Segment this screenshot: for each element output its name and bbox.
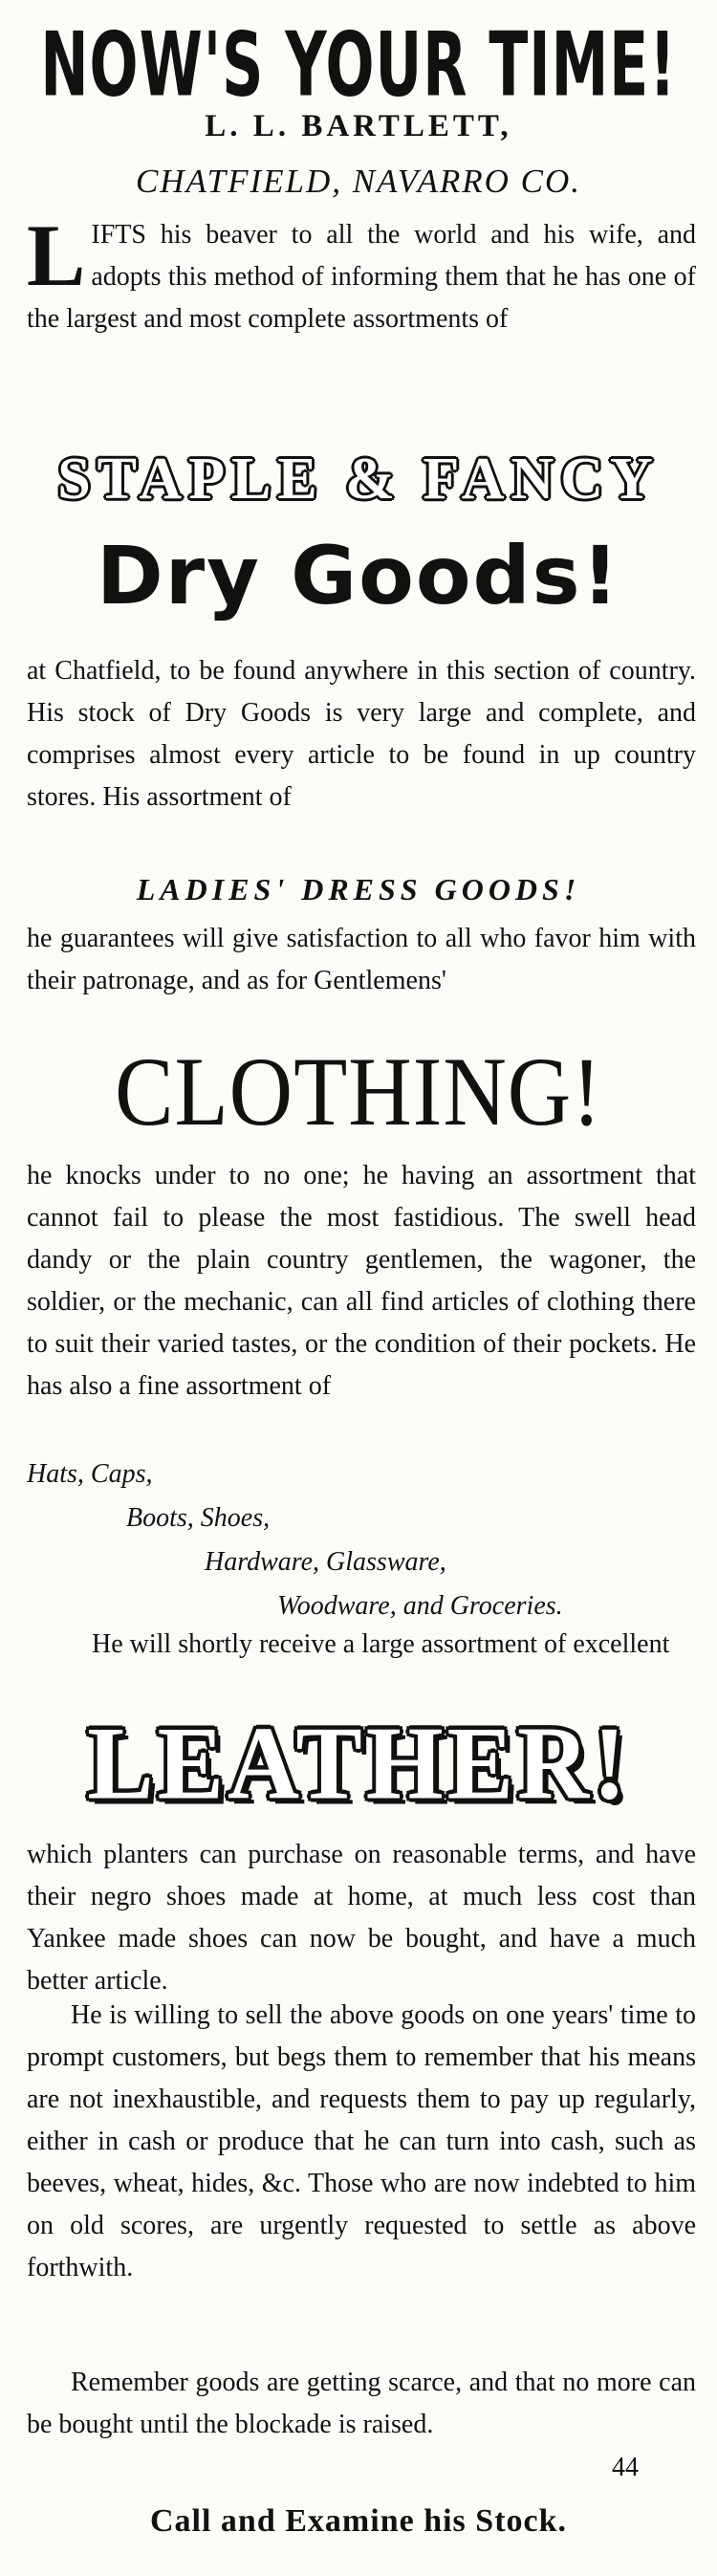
display-leather: LEATHER!	[87, 1705, 630, 1822]
display-dry-goods: Dry Goods!	[97, 529, 620, 622]
merchant-name: L. L. BARTLETT,	[205, 109, 512, 143]
blockade-paragraph: Remember goods are getting scarce, and that no more can be bought until the blockade is raised.	[27, 2368, 696, 2439]
planters-paragraph: which planters can purchase on reasonable terms, and have their negro shoes made at home, at much less cost than Yankee made shoes can now be bought, and have a much better article.	[27, 1840, 696, 1996]
intro-text: IFTS his beaver to all the world and his wife, and adopts this method of informing them that he has one of the largest and most complete assortments of	[27, 220, 696, 334]
item-woodware-groceries: Woodware, and Groceries.	[277, 1591, 563, 1621]
item-hats-caps: Hats, Caps,	[27, 1459, 153, 1489]
leather-intro-paragraph: He will shortly receive a large assortment of excellent	[92, 1629, 670, 1659]
item-hardware-glassware: Hardware, Glassware,	[205, 1547, 446, 1577]
clothing-paragraph: he knocks under to no one; he having an assortment that cannot fail to please the most fastidious. The swell head dandy or the plain country gentlemen, the wagoner, the soldier, or the mechanic, can all find articles of clothing there to suit their varied tastes, or the condition of their pockets. He has also a fine assortment of	[27, 1161, 696, 1401]
display-staple-fancy: STAPLE & FANCY	[57, 447, 660, 512]
terms-paragraph: He is willing to sell the above goods on one years' time to prompt customers, but begs them to remember that his means are not inexhaustible, and requests them to pay up regularly, either in cash or produce that he can turn into cash, such as beeves, wheat, hides, &c. Those who are now indebted to him on old scores, are urgently requested to settle as above forthwith.	[27, 2000, 696, 2282]
intro-paragraph	[27, 207, 696, 340]
stock-paragraph: at Chatfield, to be found anywhere in this section of country. His stock of Dry Goods is very large and complete, and comprises almost every article to be found in up country stores. His assortment of	[27, 656, 696, 812]
item-boots-shoes: Boots, Shoes,	[126, 1503, 271, 1533]
closing-line: Call and Examine his Stock.	[149, 2503, 568, 2539]
guarantee-paragraph: he guarantees will give satisfaction to all who favor him with their patronage, and as for Gentlemens'	[27, 924, 696, 995]
ad-number: 44	[612, 2453, 639, 2482]
display-ladies-dress-goods: LADIES' DRESS GOODS!	[136, 872, 581, 906]
display-clothing: CLOTHING!	[115, 1037, 602, 1146]
drop-cap: L	[27, 207, 86, 304]
merchant-location: CHATFIELD, NAVARRO CO.	[135, 163, 582, 200]
headline: NOW'S YOUR TIME!	[40, 13, 677, 118]
